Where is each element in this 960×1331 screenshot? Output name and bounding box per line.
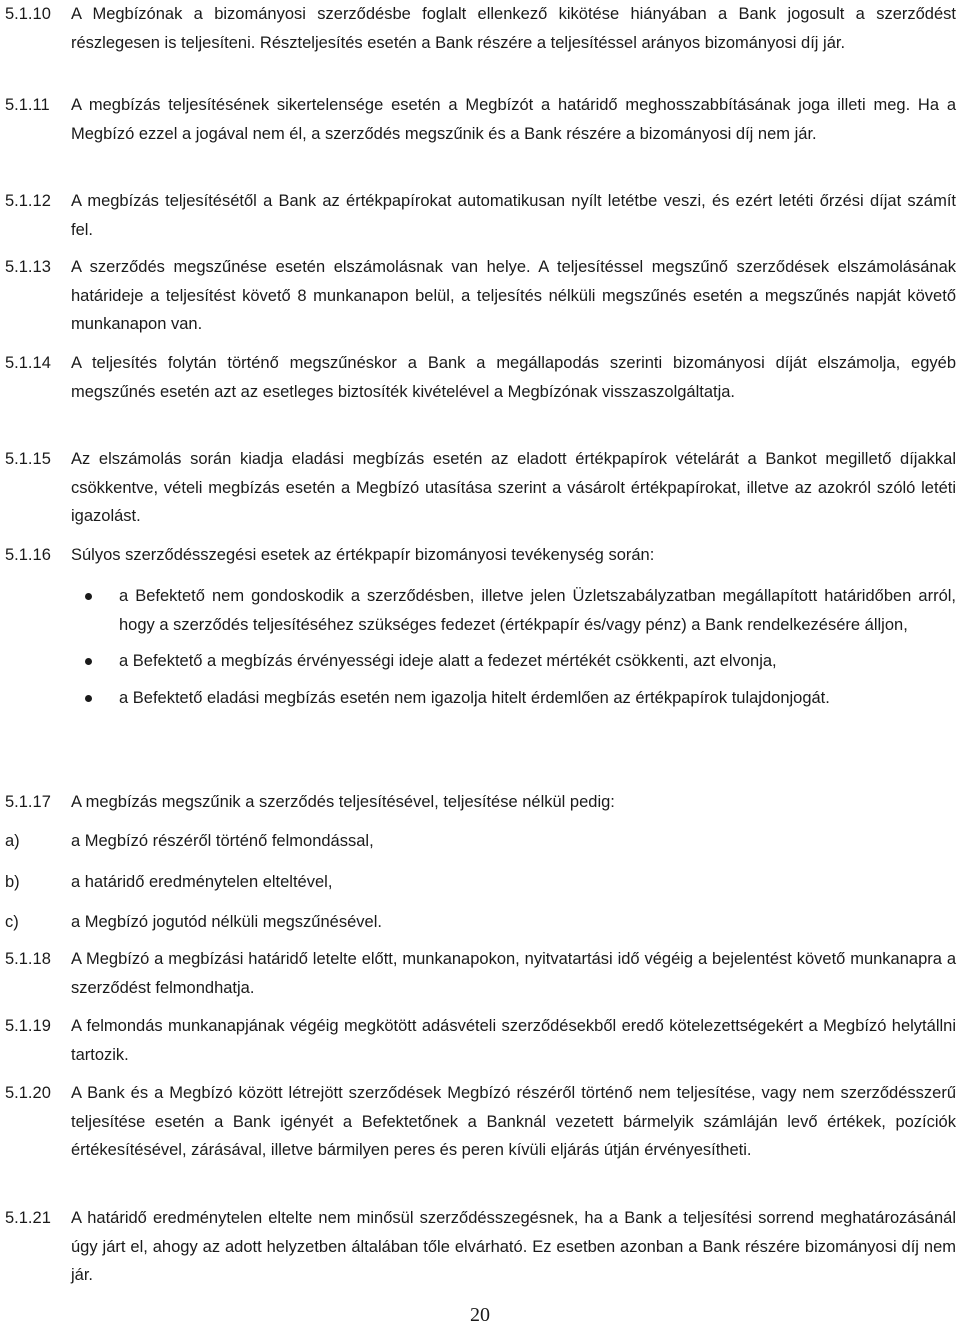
item-marker: a) [5,832,20,850]
paragraph-number: 5.1.20 [5,1084,51,1102]
paragraph-number: 5.1.15 [5,450,51,468]
paragraph-text: A Bank és a Megbízó között létrejött szerződések Megbízó részéről történő nem teljesítése, vagy nem szerződésszerű teljesítése esetén a Bank igényét a Befektetőnek a Banknál vezetett bármelyik számláján levő értékek, pozíciók értékesítésével, zárásával, illetve bármilyen peres és peren kívüli eljárás útján érvényesítheti. [71,1084,956,1159]
bullet-icon [85,695,92,702]
paragraph-text: A Megbízó a megbízási határidő letelte előtt, munkanapokon, nyitvatartási idő végéig a bejelentést követő munkanapra a szerződést felmondhatja. [71,950,956,997]
bullet-icon [85,658,92,665]
bullet-text: a Befektető a megbízás érvényességi ideje alatt a fedezet mértékét csökkenti, azt elvonja, [119,652,777,670]
lettered-item [5,827,956,856]
paragraph-number: 5.1.21 [5,1209,51,1227]
paragraph-number: 5.1.11 [5,96,50,114]
paragraph-text: A megbízás teljesítésétől a Bank az értékpapírokat automatikusan nyílt letétbe veszi, és ezért letéti őrzési díjat számít fel. [71,192,956,239]
paragraph-5-1-20 [5,1079,956,1165]
bullet-item [5,684,956,713]
paragraph-text: A megbízás megszűnik a szerződés teljesítésével, teljesítése nélkül pedig: [71,793,615,811]
item-text: a Megbízó jogutód nélküli megszűnésével. [71,913,382,931]
paragraph-text: Súlyos szerződésszegési esetek az értékpapír bizományosi tevékenység során: [71,546,655,564]
paragraph-number: 5.1.19 [5,1017,51,1035]
paragraph-text: A megbízás teljesítésének sikertelensége esetén a Megbízót a határidő meghosszabbításának joga illeti meg. Ha a Megbízó ezzel a jogával nem él, a szerződés megszűnik és a Bank részére a bizományosi díj nem jár. [71,96,956,143]
item-marker: b) [5,872,20,891]
item-marker: c) [5,913,19,931]
paragraph-number: 5.1.13 [5,258,51,276]
paragraph-text: A teljesítés folytán történő megszűnéskor a Bank a megállapodás szerinti bizományosi díját elszámolja, egyéb megszűnés esetén azt az esetleges biztosíték kivételével a Megbízónak visszaszolgáltatja. [71,354,956,401]
paragraph-text: A szerződés megszűnése esetén elszámolásnak van helye. A teljesítéssel megszűnő szerződések elszámolásának határideje a teljesítést követő 8 munkanapon belül, a teljesítés nélküli megszűnés esetén a megszűnés napját követő munkanapon van. [71,258,956,333]
paragraph-5-1-16 [5,541,956,570]
paragraph-5-1-19 [5,1012,956,1069]
bullet-text: a Befektető nem gondoskodik a szerződésben, illetve jelen Üzletszabályzatban megállapított határidőben arról, hogy a szerződés teljesítéséhez szükséges fedezet (értékpapír és/vagy pénz) a Bank rendelkezésére álljon, [119,587,956,634]
paragraph-5-1-18 [5,945,956,1002]
paragraph-5-1-21 [5,1204,956,1290]
paragraph-text: A felmondás munkanapjának végéig megkötött adásvételi szerződésekből eredő kötelezettségekért a Megbízó helytállni tartozik. [71,1017,956,1064]
lettered-item [5,868,956,897]
paragraph-5-1-14 [5,349,956,406]
paragraph-5-1-17 [5,788,956,817]
bullet-item [5,647,956,676]
bullet-item [5,582,956,639]
paragraph-text: A határidő eredménytelen eltelte nem minősül szerződésszegésnek, ha a Bank a teljesítési sorrend meghatározásánál úgy járt el, ahogy az adott helyzetben általában tőle elvárható. Ez esetben azonban a Bank részére bizományosi díj nem jár. [71,1209,956,1284]
paragraph-number: 5.1.14 [5,354,51,372]
bullet-list [5,582,956,712]
paragraph-text: Az elszámolás során kiadja eladási megbízás esetén az eladott értékpapírok vételárát a Bankot megillető díjakkal csökkentve, vételi megbízás esetén a Megbízó utasítása szerint a vásárolt értékpapírokat, illetve az azokról szóló letéti igazolást. [71,450,956,525]
page-number: 20 [470,1304,490,1326]
bullet-icon [85,593,92,600]
paragraph-number: 5.1.18 [5,950,51,968]
paragraph-5-1-15 [5,445,956,531]
lettered-list [5,827,956,937]
paragraph-text: A Megbízónak a bizományosi szerződésbe foglalt ellenkező kikötése hiányában a Bank jogosult a szerződést részlegesen is teljesíteni. Részteljesítés esetén a Bank részére a teljesítéssel arányos bizományosi díj jár. [71,5,956,52]
paragraph-5-1-11 [5,91,956,148]
paragraph-number: 5.1.17 [5,793,51,811]
item-text: a Megbízó részéről történő felmondással, [71,832,374,850]
paragraph-5-1-12 [5,187,956,244]
item-text: a határidő eredménytelen elteltével, [71,872,333,891]
paragraph-number: 5.1.10 [5,5,51,23]
paragraph-number: 5.1.16 [5,546,51,564]
paragraph-number: 5.1.12 [5,192,51,210]
paragraph-5-1-10 [5,0,956,57]
bullet-text: a Befektető eladási megbízás esetén nem igazolja hitelt érdemlően az értékpapírok tulajdonjogát. [119,688,830,707]
lettered-item [5,908,956,937]
paragraph-5-1-13 [5,253,956,339]
